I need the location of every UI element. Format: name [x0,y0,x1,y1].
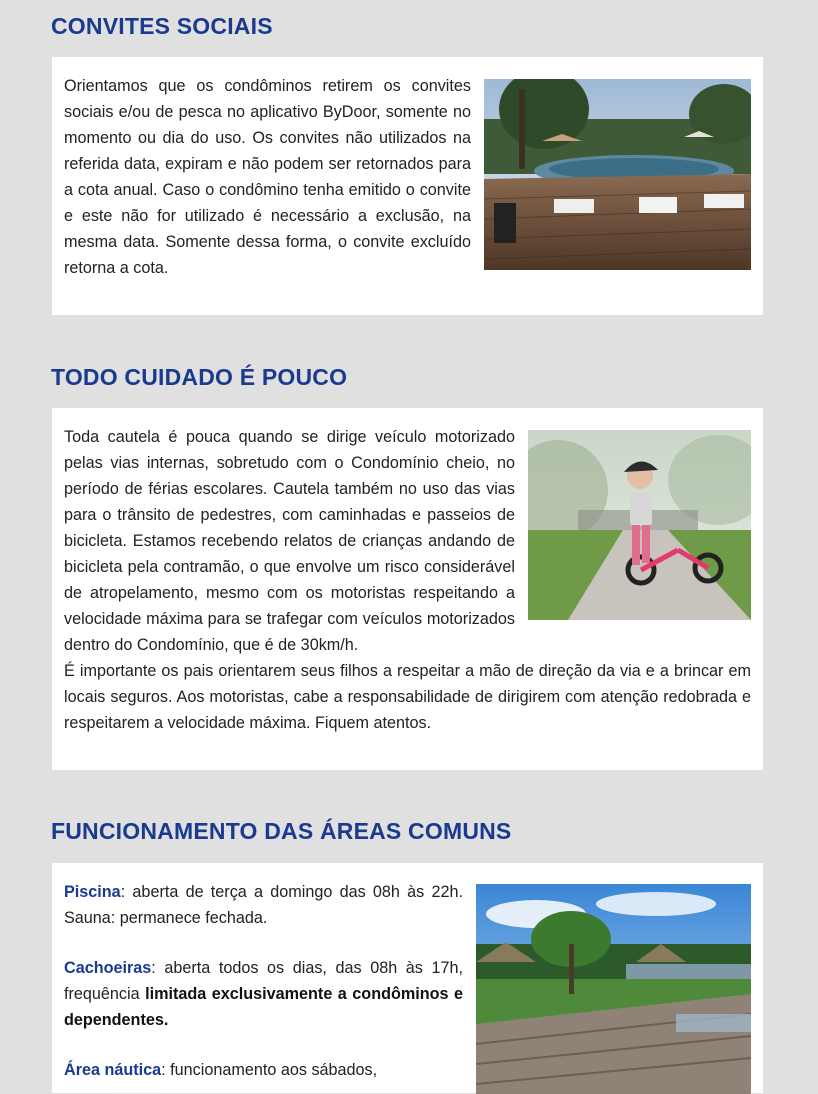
cuidado-text-1: Toda cautela é pouca quando se dirige veículo motorizado pelas vias internas, sobretudo com o Condomínio cheio, no período de férias escolares. Cautela também no uso das vias para o trânsito de pedestres, com caminhadas e passeios de bicicleta. Estamos recebendo relatos de crianças andando de bicicleta pela contramão, o que envolve um risco considerável de atropelamento, mesmo com os motoristas respeitando a velocidade máxima para se trafegar com veículos motorizados dentro do Condomínio, que é de 30km/h. [64,428,515,654]
area-nautica-item: Área náutica: funcionamento aos sábados, [64,1061,378,1079]
cuidado-text-2: É importante os pais orientarem seus filhos a respeitar a mão de direção da via e a brincar em locais seguros. Aos motoristas, cabe a responsabilidade de dirigirem com atenção redobrada e respeitarem a velocidade máxima. Fiquem atentos. [64,662,751,732]
card-cuidado [52,408,763,770]
cachoeiras-item: Cachoeiras: aberta todos os dias, das 08h às 17h, frequência limitada exclusivamente a condôminos e dependentes. [64,959,464,1029]
cachoeiras-label: Cachoeiras [64,959,152,977]
piscina-item: Piscina: aberta de terça a domingo das 08h às 22h. Sauna: permanece fechada. [64,883,463,927]
card-convites [52,57,763,315]
area-nautica-label: Área náutica [64,1061,162,1079]
section-title-funcionamento: FUNCIONAMENTO DAS ÁREAS COMUNS [51,818,512,844]
waterfront-deck-photo [476,884,751,1094]
section-title-convites: CONVITES SOCIAIS [51,13,273,39]
section-title-cuidado: TODO CUIDADO É POUCO [51,364,348,390]
child-bicycle-photo [528,430,751,620]
card-funcionamento [52,863,763,1093]
piscina-label: Piscina [64,883,121,901]
convites-text: Orientamos que os condôminos retirem os convites sociais e/ou de pesca no aplicativo ByDoor, somente no momento ou dia do uso. Os convites não utilizados na referida data, expiram e não podem ser retornados para a cota anual. Caso o condômino tenha emitido o convite e este não for utilizado é necessário a exclusão, na mesma data. Somente dessa forma, o convite excluído retorna a cota. [64,77,471,277]
pool-deck-photo [484,79,751,270]
